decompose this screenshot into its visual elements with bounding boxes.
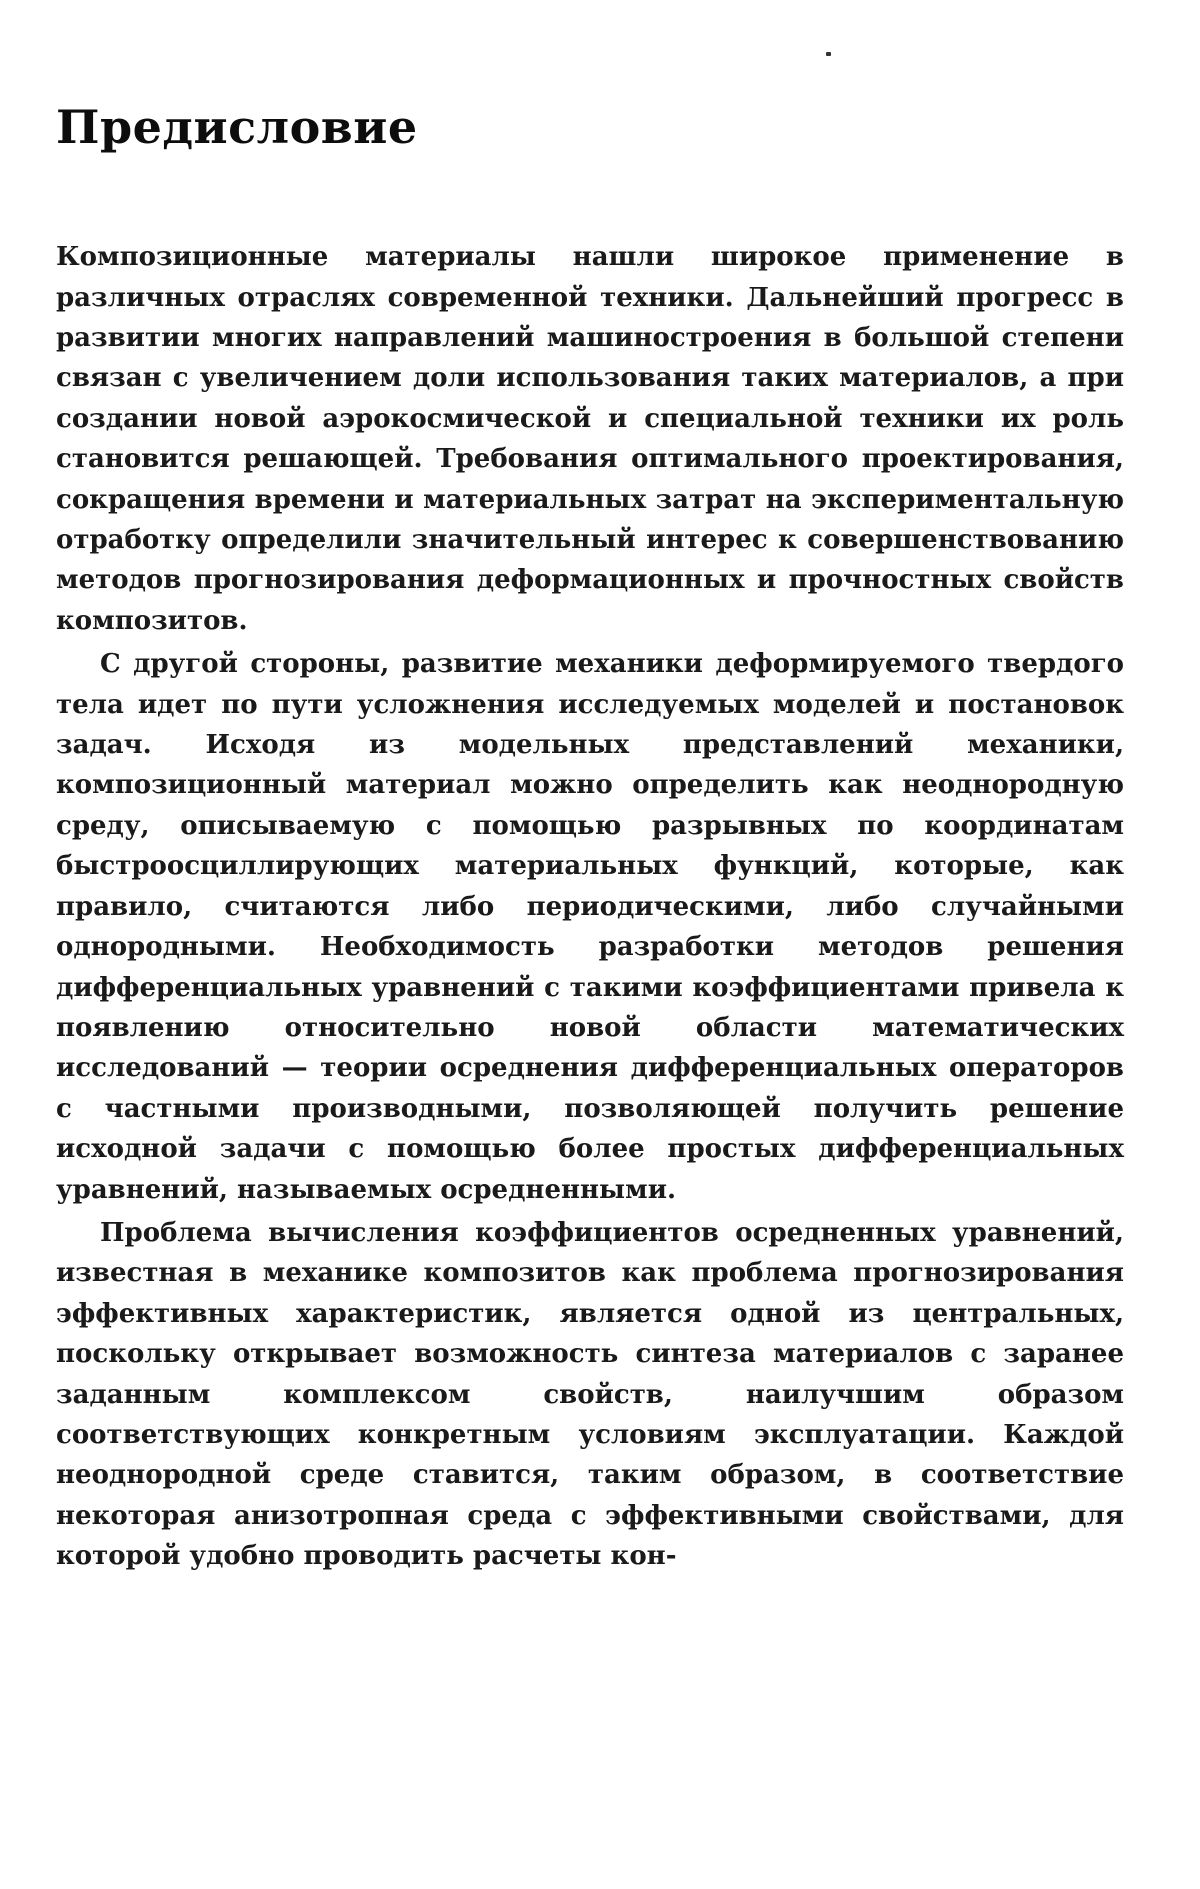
book-page xyxy=(56,100,1124,1580)
preface-body xyxy=(56,237,1124,1576)
paragraph-1: Композиционные материалы нашли широкое применение в различных отраслях современной техники. Дальнейший прогресс в развитии многих направлений машиностроения в большой степени связан с увеличением доли использования таких материалов, а при создании новой аэрокосмической и специальной техники их роль становится решающей. Требования оптимального проектирования, сокращения времени и материальных затрат на экспериментальную отработку определили значительный интерес к совершенствованию методов прогнозирования деформационных и прочностных свойств композитов. xyxy=(56,242,1124,636)
scan-speck xyxy=(826,52,831,56)
page-title: Предисловие xyxy=(56,100,418,154)
paragraph-2: С другой стороны, развитие механики деформируемого твердого тела идет по пути усложнения исследуемых моделей и постановок задач. Исходя из модельных представлений механики, композиционный материал можно определить как неоднородную среду, описываемую с помощью разрывных по координатам быстроосциллирующих материальных функций, которые, как правило, считаются либо периодическими, либо случайными однородными. Необходимость разработки методов решения дифференциальных уравнений с такими коэффициентами привела к появлению относительно новой области математических исследований — теории осреднения дифференциальных операторов с частными производными, позволяющей получить решение исходной задачи с помощью более простых дифференциальных уравнений, называемых осредненными. xyxy=(56,649,1124,1205)
paragraph-3: Проблема вычисления коэффициентов осредненных уравнений, известная в механике композитов как проблема прогнозирования эффективных характеристик, является одной из центральных, поскольку открывает возможность синтеза материалов с заранее заданным комплексом свойств, наилучшим образом соответствующих конкретным условиям эксплуатации. Каждой неоднородной среде ставится, таким образом, в соответствие некоторая анизотропная среда с эффективными свойствами, для которой удобно проводить расчеты кон- xyxy=(56,1217,1124,1572)
